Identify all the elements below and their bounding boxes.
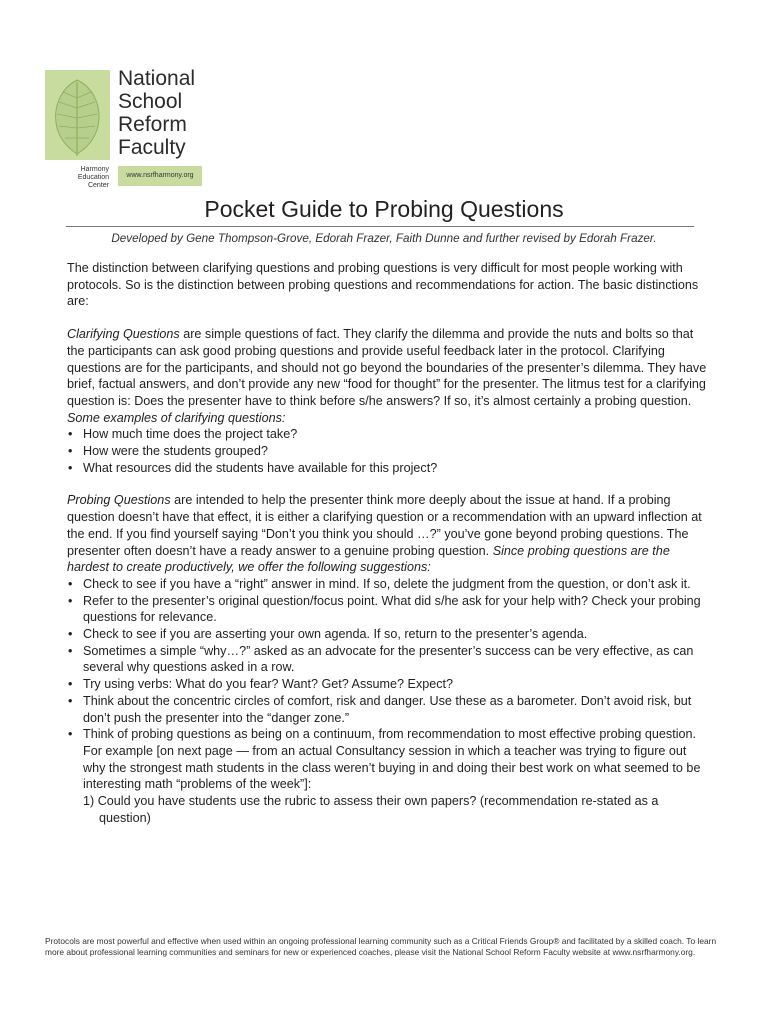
org-name-line: School <box>118 90 183 113</box>
harmony-center-label <box>45 166 109 191</box>
website-url: www.nsrfharmony.org <box>118 166 202 186</box>
probing-suggestion-intro: Since probing questions are the hardest to create productively, we offer the following suggestions: <box>67 543 670 575</box>
org-name-line: Faculty <box>118 136 186 159</box>
authors-line: Developed by Gene Thompson-Grove, Edorah Frazer, Faith Dunne and further revised by Edorah Frazer. <box>111 232 657 245</box>
list-item: • Think of probing questions as being on a continuum, from recommendation to most effective probing question. For example [on next page — from an actual Consultancy session in which a teacher was trying to figure out why the strongest math students in the class weren’t buying in and doing their best work on what seemed to be interesting math “problems of the week”]: <box>67 726 707 793</box>
examples-label-text: Some examples of clarifying questions: <box>67 410 286 425</box>
clarifying-term: Clarifying Questions <box>67 327 180 342</box>
list-item: • Refer to the presenter’s original question/focus point. What did s/he ask for your help with? Check your probing questions for relevance. <box>67 593 707 626</box>
probing-paragraph <box>67 492 707 576</box>
leaf-logo-icon <box>45 70 110 160</box>
clarifying-text: are simple questions of fact. They clarify the dilemma and provide the nuts and bolts so that the participants can ask good probing questions and provide useful feedback later in the protocol. Clarifying questions are for the participants, and should not go beyond the boundaries of the presenter’s dilemma. They have brief, factual answers, and don’t provide any new “food for thought” for the presenter. The litmus test for a clarifying question is: Does the presenter have to think before s/he answers? If so, it’s almost certainly a probing question. <box>67 327 707 408</box>
list-item: • Try using verbs: What do you fear? Want? Get? Assume? Expect? <box>67 676 707 693</box>
org-name <box>118 67 195 159</box>
harmony-line: Harmony <box>80 166 109 173</box>
org-name-line: Reform <box>118 113 187 136</box>
intro-paragraph: The distinction between clarifying questions and probing questions is very difficult for most people working with protocols. So is the distinction between probing questions and recommendations for action. The basic distinctions are: <box>67 261 699 309</box>
numbered-item: 1) Could you have students use the rubric to assess their own papers? (recommendation re-stated as a question) <box>83 794 659 825</box>
page-title: Pocket Guide to Probing Questions <box>204 196 564 222</box>
list-item: • Think about the concentric circles of comfort, risk and danger. Use these as a barometer. Don’t avoid risk, but don’t push the presenter into the “danger zone.” <box>67 693 707 726</box>
list-item: • How were the students grouped? <box>67 443 707 460</box>
clarifying-examples-label <box>67 410 707 427</box>
probing-text: are intended to help the presenter think more deeply about the issue at hand. If a probing question doesn’t have that effect, it is either a clarifying question or a recommendation with an upward inflection at the end. If you find yourself saying “Don’t you think you should …?” you’ve gone beyond probing questions. The presenter often doesn’t have a ready answer to a genuine probing question. <box>67 493 702 558</box>
list-item: • Check to see if you are asserting your own agenda. If so, return to the presenter’s agenda. <box>67 626 707 643</box>
probing-suggestions-list <box>67 576 707 793</box>
footer-note: Protocols are most powerful and effective when used within an ongoing professional learning community such as a Critical Friends Group® and facilitated by a skilled coach. To learn more about professional learning communities and seminars for new or experienced coaches, please visit the National School Reform Faculty website at www.nsrfharmony.org. <box>45 936 717 957</box>
harmony-line: Education <box>77 174 109 182</box>
list-item: • Sometimes a simple “why…?” asked as an advocate for the presenter’s success can be very effective, as can several why questions asked in a row. <box>67 643 707 676</box>
document-body <box>67 260 707 827</box>
harmony-line: Center <box>87 182 109 190</box>
probing-term: Probing Questions <box>67 493 171 508</box>
list-item: • What resources did the students have available for this project? <box>67 460 707 477</box>
clarifying-paragraph <box>67 326 707 410</box>
org-name-line: National <box>118 67 196 90</box>
list-item: • Check to see if you have a “right” answer in mind. If so, delete the judgment from the question, or don’t ask it. <box>67 576 707 593</box>
list-item: • How much time does the project take? <box>67 426 707 443</box>
title-divider <box>66 226 694 227</box>
nsrf-logo <box>45 67 265 200</box>
clarifying-examples-list <box>67 426 707 476</box>
